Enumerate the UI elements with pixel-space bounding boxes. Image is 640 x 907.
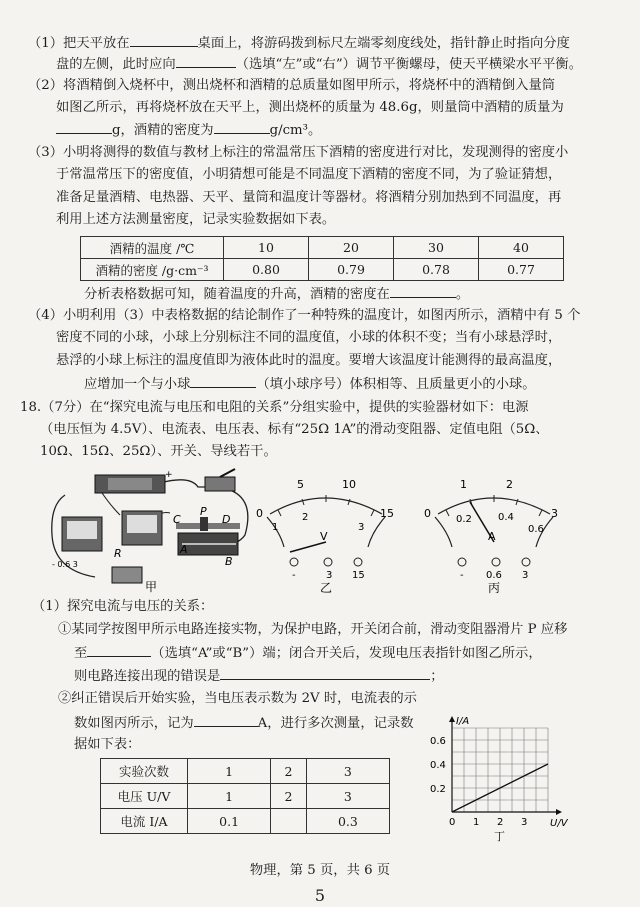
x-tick-label: 1 [473, 817, 480, 828]
ammeter-tick: 1 [460, 478, 467, 491]
table-row-label: 酒精的温度 /℃ [81, 237, 224, 259]
q2-line3: g，酒精的密度为 g/cm³。 [56, 120, 321, 140]
table-cell: 30 [394, 237, 479, 259]
figure-jia-circuit [40, 465, 272, 595]
resistor-r-label: R [114, 547, 122, 560]
voltmeter-tick: 3 [358, 522, 365, 533]
table-cell: 2 [271, 784, 307, 809]
table-cell-empty[interactable] [271, 809, 307, 834]
ammeter-terminal: 3 [522, 570, 529, 581]
table-cell: 实验次数 [101, 759, 188, 784]
voltmeter-unit: V [320, 530, 328, 543]
q4-line2: 密度不同的小球，小球上分别标注不同的温度值，小球的体积不变；当有小球悬浮时， [56, 330, 562, 345]
q2-blank1[interactable] [56, 120, 112, 134]
table-cell: 10 [224, 237, 309, 259]
ammeter-unit: A [488, 530, 496, 543]
figure-bing-ammeter [418, 472, 578, 594]
ammeter-tick: 0.2 [456, 514, 472, 525]
table-cell: 3 [306, 784, 389, 809]
figure-yi-voltmeter [250, 472, 400, 594]
rheostat-p-label: P [200, 505, 207, 518]
q18-part1-title: （1）探究电流与电压的关系： [32, 599, 214, 614]
q1-line1: （1）把天平放在 桌面上，将游码拨到标尺左端零刻度线处，指针静止时指向分度 [28, 33, 570, 53]
x-tick-label: 2 [497, 817, 504, 828]
ammeter-tick: 3 [551, 507, 558, 520]
q2-line2: 如图乙所示，再将烧杯放在天平上，测出烧杯的质量为 48.6g，则量筒中酒精的质量为 [56, 100, 564, 115]
table-cell: 0.77 [479, 259, 564, 281]
q3-line2: 于常温常压下的密度值，小明猜想可能是不同温度下酒精的密度不同，为了验证猜想， [56, 167, 562, 182]
rheostat-a-label: A [180, 543, 188, 556]
voltmeter-tick: 1 [272, 522, 279, 533]
voltmeter-tick: 5 [297, 478, 304, 491]
voltmeter-terminal: - [292, 570, 296, 581]
q3-line1: （3）小明将测得的数值与教材上标注的常温常压下酒精的密度进行对比，发现测得的密度小 [28, 145, 569, 160]
x-tick-label: 3 [521, 817, 528, 828]
voltmeter-tick: 10 [342, 478, 356, 491]
voltmeter-tick: 15 [380, 507, 394, 520]
q4-blank[interactable] [190, 374, 256, 388]
ammeter-terminal: 0.6 [486, 570, 502, 581]
ammeter-terminals-label: - 0.6 3 [52, 560, 78, 569]
voltmeter-tick: 2 [302, 512, 309, 523]
table-cell: 2 [271, 759, 307, 784]
ammeter-terminal: - [460, 570, 464, 581]
q18-blank-current[interactable] [194, 713, 258, 727]
page-footer: 物理，第 5 页，共 6 页 [249, 863, 391, 878]
table-cell: 20 [309, 237, 394, 259]
graph-grid [452, 728, 548, 812]
q18-line1: 18.（7分）在“探究电流与电压和电阻的关系”分组实验中，提供的实验器材如下：电源 [20, 400, 529, 415]
figure-jia-caption: 甲 [145, 580, 158, 594]
voltmeter-tick: 0 [256, 507, 263, 520]
table-cell: 40 [479, 237, 564, 259]
switch-icon [205, 477, 235, 491]
table-cell: 电压 U/V [101, 784, 188, 809]
q1-line2: 盘的左侧，此时应向 （选填“左”或“右”）调节平衡螺母，使天平横梁水平平衡。 [56, 54, 582, 74]
table-cell: 0.80 [224, 259, 309, 281]
table-cell: 0.78 [394, 259, 479, 281]
ammeter-tick: 0.6 [528, 524, 544, 535]
table-cell: 0.79 [309, 259, 394, 281]
q3-blank[interactable] [390, 284, 456, 298]
figure-yi-caption: 乙 [320, 581, 333, 594]
y-axis-label: I/A [456, 716, 470, 727]
ammeter-tick: 2 [506, 478, 513, 491]
rheostat-c-label: C [173, 513, 181, 526]
q3-line3: 准备足量酒精、电热器、天平、量筒和温度计等器材。将酒精分别加热到不同温度，再 [56, 190, 562, 205]
rheostat-d-label: D [222, 513, 231, 526]
q18-line3: 10Ω、15Ω、25Ω）、开关、导线若干。 [40, 444, 277, 459]
table-cell: 电流 I/A [101, 809, 188, 834]
voltmeter-terminal: 3 [326, 570, 333, 581]
x-tick-label: 0 [449, 817, 456, 828]
table-cell: 0.3 [306, 809, 389, 834]
current-voltage-table [100, 758, 390, 834]
figure-ding-iu-graph [428, 714, 588, 844]
table-cell: 3 [306, 759, 389, 784]
q18-s1-line2: 至 （选填“A”或“B”）端；闭合开关后，发现电压表指针如图乙所示， [74, 643, 542, 663]
table-cell: 0.1 [188, 809, 271, 834]
q1-blank2[interactable] [176, 54, 236, 68]
q18-s2-line3: 据如下表： [74, 737, 141, 752]
q2-blank2[interactable] [214, 120, 270, 134]
q18-s2-line2: 数如图丙所示，记为 A，进行多次测量，记录数 [74, 713, 414, 733]
y-tick-label: 0.6 [430, 736, 446, 747]
resistor-r-icon [112, 567, 142, 583]
y-tick-label: 0.2 [430, 784, 446, 795]
q3-line5: 分析表格数据可知，随着温度的升高，酒精的密度在 。 [84, 284, 469, 304]
x-axis-label: U/V [550, 818, 568, 829]
q18-s2-line1: ②纠正错误后开始实验，当电压表示数为 2V 时，电流表的示 [58, 691, 417, 706]
voltmeter-needle [290, 542, 326, 552]
q3-line4: 利用上述方法测量密度，记录实验数据如下表。 [56, 212, 336, 227]
y-tick-label: 0.4 [430, 760, 446, 771]
ammeter-tick: 0.4 [498, 512, 514, 523]
alcohol-density-table [80, 236, 564, 281]
table-cell: 1 [188, 784, 271, 809]
q4-line3: 悬浮的小球上标注的温度值即为液体此时的温度。要增大该温度计能测得的最高温度， [56, 353, 562, 368]
q18-line2: （电压恒为 4.5V）、电流表、电压表、标有“25Ω 1A”的滑动变阻器、定值电阻（5Ω、 [40, 422, 549, 437]
q2-line1: （2）将酒精倒入烧杯中，测出烧杯和酒精的总质量如图甲所示，将烧杯中的酒精倒入量筒 [28, 78, 556, 93]
q4-line4: 应增加一个与小球 （填小球序号）体积相等、且质量更小的小球。 [84, 374, 536, 394]
figure-ding-caption: 丁 [494, 830, 505, 843]
table-row-label: 酒精的密度 /g·cm⁻³ [81, 259, 224, 281]
q18-blank-error[interactable] [220, 666, 430, 680]
table-cell: 1 [188, 759, 271, 784]
page-number: 5 [314, 886, 326, 905]
ammeter-tick: 0 [424, 507, 431, 520]
battery-plus-label: + [165, 470, 173, 480]
q4-line1: （4）小明利用（3）中表格数据的结论制作了一种特殊的温度计，如图丙所示，酒精中有 5 个 [28, 308, 581, 323]
rheostat-b-label: B [225, 555, 233, 568]
q18-s1-line1: ①某同学按图甲所示电路连接实物，为保护电路，开关闭合前，滑动变阻器滑片 P 应移 [58, 622, 568, 637]
q1-blank1[interactable] [130, 33, 198, 47]
voltmeter-terminal: 15 [352, 570, 365, 581]
q18-blank-slider-end[interactable] [87, 643, 151, 657]
q18-s1-line3: 则电路连接出现的错误是 ； [74, 666, 444, 686]
figure-bing-caption: 丙 [488, 581, 501, 594]
